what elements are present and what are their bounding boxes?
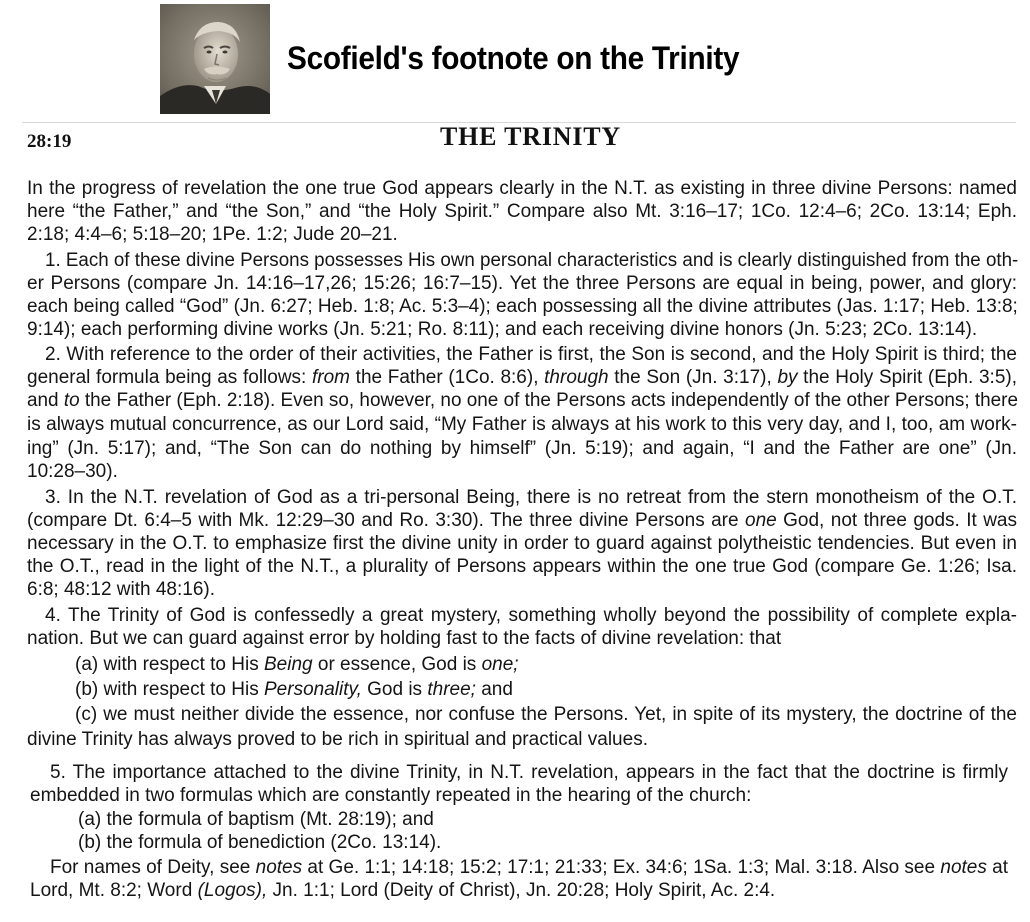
text-segment: 6:8; 48:12 with 48:16).	[27, 579, 216, 600]
text-line	[27, 319, 977, 341]
text-segment: the Father (Eph. 2:18). Even so, however, no one of the Persons acts independently of the other Persons; there	[79, 390, 1019, 411]
text-segment: and	[475, 679, 513, 700]
text-segment: (b) with respect to His	[75, 679, 264, 700]
text-segment: embedded in two formulas which are constantly repeated in the hearing of the church:	[30, 785, 752, 806]
text-line	[75, 704, 1017, 726]
text-segment: (b) the formula of benediction (2Co. 13:14).	[78, 832, 442, 853]
text-line	[30, 785, 751, 807]
text-line	[27, 273, 1017, 295]
text-segment: or essence, God is	[312, 654, 482, 675]
text-segment: Lord, Mt. 8:2; Word	[30, 880, 198, 901]
text-line	[45, 344, 1017, 366]
text-line	[75, 679, 513, 701]
text-line	[27, 579, 215, 601]
italic-text: through	[544, 367, 609, 388]
text-line	[78, 832, 441, 854]
italic-text: from	[312, 367, 350, 388]
text-segment: (compare Dt. 6:4–5 with Mk. 12:29–30 and Ro. 3:30). The three divine Persons are	[27, 510, 746, 531]
text-line	[27, 729, 648, 751]
text-line	[45, 487, 1017, 509]
text-segment: Jn. 1:1; Lord (Deity of Christ), Jn. 20:28; Holy Spirit, Ac. 2:4.	[267, 880, 776, 901]
text-segment: (a) the formula of baptism (Mt. 28:19); and	[78, 809, 434, 830]
text-segment: For names of Deity, see	[50, 857, 256, 878]
text-line	[27, 296, 1018, 318]
text-segment: (c) we must neither divide the essence, nor confuse the Persons. Yet, in spite of its mystery, the doctrine of the	[75, 704, 1017, 725]
text-segment: each being called “God” (Jn. 6:27; Heb. 1:8; Ac. 5:3–4); each possessing all the divine attributes (Jas. 1:17; Heb. 13:8;	[27, 296, 1018, 317]
page-header-title: Scofield's footnote on the Trinity	[287, 40, 740, 76]
text-line	[27, 461, 118, 483]
footnote-title: THE TRINITY	[440, 122, 621, 151]
text-segment: 4. The Trinity of God is confessedly a great mystery, something wholly beyond the possibility of complete expla-	[45, 605, 1017, 626]
text-line	[27, 224, 398, 246]
text-line	[27, 390, 1019, 412]
text-segment: the Father (1Co. 8:6),	[350, 367, 545, 388]
text-line	[27, 367, 1017, 389]
text-line	[50, 857, 1008, 879]
text-segment: 3. In the N.T. revelation of God as a tri-personal Being, there is no retreat from the stern monotheism of the O.T.	[45, 487, 1017, 508]
text-line	[78, 809, 434, 831]
text-line	[45, 250, 1019, 272]
text-segment: (a) with respect to His	[75, 654, 264, 675]
text-segment: er Persons (compare Jn. 14:16–17,26; 15:26; 16:7–15). Yet the three Persons are equal in being, power, and glory:	[27, 273, 1017, 294]
text-line	[27, 533, 1017, 555]
portrait-photo	[160, 4, 270, 114]
text-segment: In the progress of revelation the one true God appears clearly in the N.T. as existing in three divine Persons: named	[27, 178, 1017, 199]
text-line	[27, 510, 1017, 532]
text-line	[27, 201, 1017, 223]
text-line	[27, 628, 781, 650]
italic-text: one	[745, 510, 777, 531]
text-segment: necessary in the O.T. to emphasize first the divine unity in order to guard against polytheistic tendencies. But even in	[27, 533, 1017, 554]
text-segment: 1. Each of these divine Persons possesses His own personal characteristics and is clearly distinguished from the oth-	[45, 250, 1019, 271]
text-line	[30, 880, 775, 902]
text-segment: 10:28–30).	[27, 461, 118, 482]
text-segment: divine Trinity has always proved to be rich in spiritual and practical values.	[27, 729, 648, 750]
italic-text: by	[777, 367, 798, 388]
italic-text: (Logos),	[197, 880, 268, 901]
italic-text: notes	[255, 857, 303, 878]
text-segment: and	[27, 390, 64, 411]
italic-text: notes	[940, 857, 987, 878]
text-segment: 2. With reference to the order of their activities, the Father is first, the Son is second, and the Holy Spirit is third; the	[45, 344, 1017, 365]
text-segment: 2:18; 4:4–6; 5:18–20; 1Pe. 1:2; Jude 20–21.	[27, 224, 398, 245]
text-line	[27, 438, 1017, 460]
italic-text: three;	[427, 679, 476, 700]
italic-text: one;	[481, 654, 519, 675]
italic-text: Personality,	[264, 679, 362, 700]
text-line	[45, 605, 1017, 627]
text-segment: at Ge. 1:1; 14:18; 15:2; 17:1; 21:33; Ex. 34:6; 1Sa. 1:3; Mal. 3:18. Also see	[302, 857, 941, 878]
text-line	[27, 178, 1017, 200]
text-segment: general formula being as follows:	[27, 367, 312, 388]
text-line	[27, 556, 1017, 578]
text-segment: the O.T., read in the light of the N.T., a plurality of Persons appears within the one true God (compare Ge. 1:26; Isa.	[27, 556, 1017, 577]
text-segment: at	[986, 857, 1009, 878]
text-segment: God, not three gods. It was	[776, 510, 1017, 531]
text-line	[27, 414, 1017, 436]
text-segment: God is	[361, 679, 428, 700]
text-segment: ing” (Jn. 5:17); and, “The Son can do nothing by himself” (Jn. 5:19); and again, “I and the Father are one” (Jn.	[27, 438, 1017, 459]
italic-text: Being	[264, 654, 313, 675]
text-segment: is always mutual concurrence, as our Lord said, “My Father is always at his work to this very day, and I, too, am work-	[27, 414, 1017, 435]
text-segment: 5. The importance attached to the divine Trinity, in N.T. revelation, appears in the fact that the doctrine is firmly	[50, 762, 1008, 783]
text-segment: the Son (Jn. 3:17),	[608, 367, 778, 388]
text-line	[75, 654, 519, 676]
italic-text: to	[63, 390, 80, 411]
text-line	[50, 762, 1008, 784]
verse-reference: 28:19	[27, 131, 72, 152]
text-segment: the Holy Spirit (Eph. 3:5),	[797, 367, 1018, 388]
text-segment: nation. But we can guard against error by holding fast to the facts of divine revelation: that	[27, 628, 782, 649]
text-segment: here “the Father,” and “the Son,” and “the Holy Spirit.” Compare also Mt. 3:16–17; 1Co. 12:4–6; 2Co. 13:14; Eph.	[27, 201, 1017, 222]
text-segment: 9:14); each performing divine works (Jn. 5:21; Ro. 8:11); and each receiving divine honors (Jn. 5:23; 2Co. 13:14).	[27, 319, 978, 340]
